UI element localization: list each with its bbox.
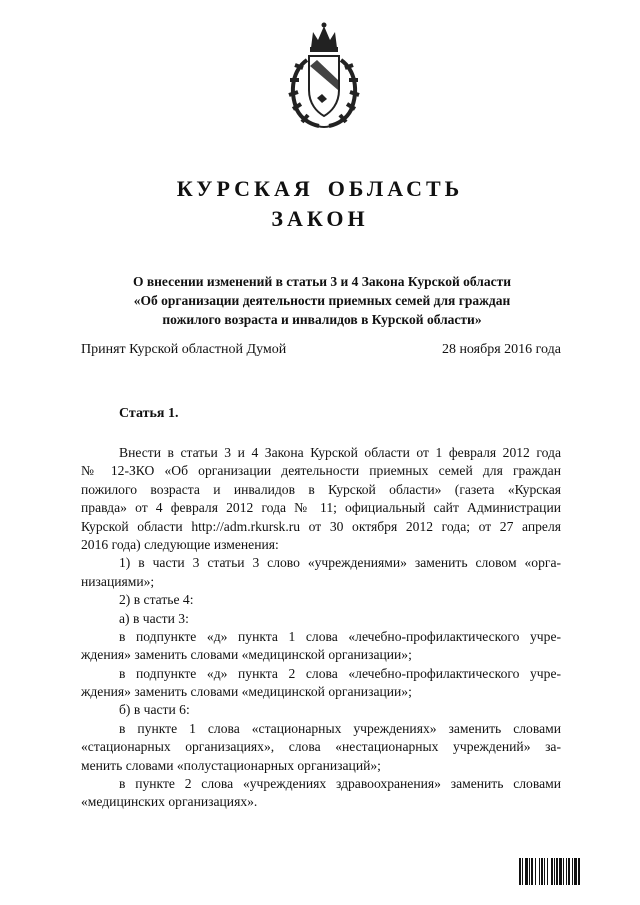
document-header bbox=[0, 174, 640, 234]
document-type: ЗАКОН bbox=[271, 206, 369, 231]
paragraph-line: «стационарных организациях», слова «нестационарных учреждений» за- bbox=[81, 739, 561, 755]
law-title-line: пожилого возраста и инвалидов в Курской области» bbox=[162, 312, 482, 327]
region-word-2: ОБЛАСТЬ bbox=[327, 176, 464, 201]
paragraph-line: пожилого возраста и инвалидов в Курской области» (газета «Курская bbox=[81, 481, 561, 497]
paragraph-line: «медицинских организациях». bbox=[81, 794, 258, 810]
paragraph-line: 1) в части 3 статьи 3 слово «учреждениями» заменить словом «орга- bbox=[119, 555, 561, 571]
paragraph-line: в пункте 1 слова «стационарных учреждениях» заменить словами bbox=[119, 720, 561, 736]
barcode-icon bbox=[519, 858, 611, 885]
paragraph-line: в подпункте «д» пункта 1 слова «лечебно-профилактического учре- bbox=[119, 628, 561, 644]
paragraph-line: Курской области http://adm.rkursk.ru от 30 октября 2012 года; от 27 апреля bbox=[81, 518, 561, 534]
paragraph-line: а) в части 3: bbox=[119, 610, 189, 626]
paragraph-line: в пункте 2 слова «учреждениях здравоохранения» заменить словами bbox=[119, 776, 561, 792]
paragraph-line: менить словами «полустационарных организаций»; bbox=[81, 757, 381, 773]
paragraph-line: ждения» заменить словами «медицинской организации»; bbox=[81, 684, 412, 700]
kursk-coat-of-arms-icon bbox=[283, 20, 365, 130]
paragraph-line: 2) в статье 4: bbox=[119, 592, 194, 608]
adoption-date: 28 ноября 2016 года bbox=[441, 342, 561, 357]
paragraph-line: низациями»; bbox=[81, 573, 155, 589]
paragraph-line: № 12-ЗКО «Об организации деятельности приемных семей для граждан bbox=[81, 463, 561, 479]
law-title-line: «Об организации деятельности приемных семей для граждан bbox=[133, 293, 511, 308]
paragraph-line: в подпункте «д» пункта 2 слова «лечебно-профилактического учре- bbox=[119, 665, 561, 681]
article-heading: Статья 1. bbox=[119, 406, 179, 421]
law-title-line: О внесении изменений в статьи 3 и 4 Закона Курской области bbox=[132, 274, 512, 289]
paragraph-line: б) в части 6: bbox=[119, 702, 190, 718]
paragraph-line: ждения» заменить словами «медицинской организации»; bbox=[81, 647, 412, 663]
paragraph-line: 2016 года) следующие изменения: bbox=[81, 536, 279, 552]
region-name bbox=[0, 174, 640, 204]
paragraph-line: Внести в статьи 3 и 4 Закона Курской области от 1 февраля 2012 года bbox=[119, 445, 561, 460]
article-body bbox=[81, 444, 561, 812]
paragraph-line: правда» от 4 февраля 2012 года № 11; официальный сайт Администрации bbox=[81, 500, 561, 516]
law-title bbox=[80, 272, 564, 329]
region-word-1: КУРСКАЯ bbox=[176, 176, 314, 201]
adopted-by: Принят Курской областной Думой bbox=[81, 342, 287, 357]
